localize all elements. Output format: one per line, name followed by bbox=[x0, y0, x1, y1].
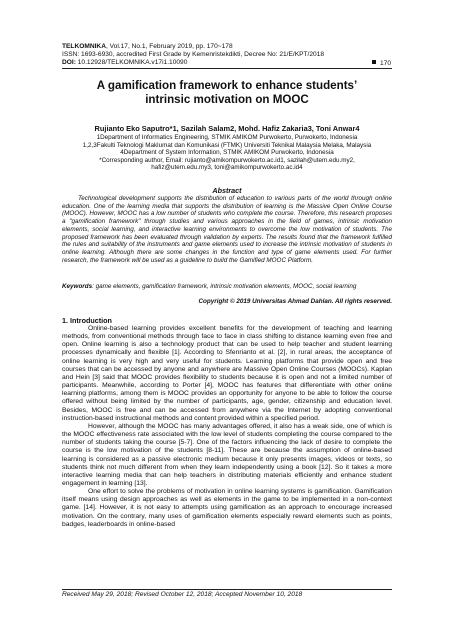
affiliation-line: hafiz@utem.edu.my3, toni@amikompurwokerto.ac.id4 bbox=[151, 164, 303, 172]
issn-line: ISSN: 1693-6930, accredited First Grade by Kemenristekdikti, Decree No: 21/E/KPT/2018 bbox=[62, 51, 325, 58]
footer-divider bbox=[62, 589, 392, 590]
volume-line: , Vol.17, No.1, February 2019, pp. 170~178 bbox=[105, 43, 233, 50]
square-bullet-icon bbox=[372, 60, 376, 64]
page-number bbox=[372, 60, 391, 68]
journal-header bbox=[62, 43, 392, 67]
affiliation-line: *Corresponding author, Email: rujianto@amikompurwokerto.ac.id1, sazilah@utem.edu.my2, bbox=[99, 156, 355, 164]
abstract-heading: Abstract bbox=[212, 186, 242, 195]
paper-title bbox=[62, 79, 392, 107]
doi-value: 10.12928/TELKOMNIKA.v17i1.10090 bbox=[77, 59, 188, 66]
section-heading: 1. Introduction bbox=[62, 316, 112, 325]
keywords bbox=[62, 283, 392, 291]
affiliation-line: 1,2,3Fakulti Teknologi Maklumat dan Komunikasi (FTMK) Universiti Teknikal Malaysia Melaka, Malaysia bbox=[82, 141, 372, 149]
body-paragraph: Online-based learning provides excellent benefits for the development of teaching and learning methods, from conventional methods through face to face in class shifting to distance learning even free and open. Online learning is also a technology product that can be used to help teacher and student learning processes dynamically and flexible [1]. According to Sfenrianto et al. [2], in rural areas, the acceptance of online learning is very high and very useful for students. Learning platforms that provide open and free courses that can be accessed by anyone and anywhere are Massive Open Online Courses (MOOCs). Kaplan and Hein [3] said that MOOC provides flexibility to students because it is open and not a limited number of participants. Meanwhile, according to Porter [4], MOOC has features that differentiate with other online learning platforms, among them is MOOC provides an opportunity for anyone to be able to follow the course offered without being limited by the number of participants, age, gender, citizenship and education level. Besides, MOOC is free and can be accessed from anywhere via the Internet by adopting conventional instruction-based instructional methods and content provided within a specified period. bbox=[62, 325, 392, 422]
author-list: Rujianto Eko Saputro*1, Sazilah Salam2, Mohd. Hafiz Zakaria3, Toni Anwar4 bbox=[94, 124, 360, 133]
affiliation-line: 1Department of Informatics Engineering, STMIK AMIKOM Purwokerto, Purwokerto, Indonesia bbox=[96, 134, 358, 141]
body-paragraph: One effort to solve the problems of motivation in online learning systems is gamification. Gamification itself means using design approaches as well as elements in the game to be implemented in a non-context game. [14]. However, it is not easy to attempts using gamification as an approach to encourage increased motivation. On the contrary, many uses of gamification elements especially reward elements such as points, badges, leaderboards in online-based bbox=[62, 488, 392, 528]
abstract-text: Technological development supports the distribution of education to various parts of the world through online education. One of the learning media that supports the distribution of learning is the Massive Open Online Course (MOOC). However, MOOC has a low number of students who complete the course. Therefore, this research proposes a "gamification framework" through studies and various approaches in the field of games, intrinsic motivation elements, social learning, and interactive learning environments to overcome the low motivation of students. The proposed framework has been evaluated through validation by experts. The results found that the framework fulfilled the rules and suitability of the instruments and game elements used to increase the intrinsic motivation of students in online learning. Although there are some changes in the function and type of game elements used. For further research, the framework will be used as a guideline to build the Gamified MOOC Platform. bbox=[62, 195, 392, 264]
received-dates: Received May 29, 2018; Revised October 12, 2018; Accepted November 10, 2018 bbox=[62, 591, 303, 598]
affiliation-line: 4Department of System Information, STMIK AMIKOM Purwokerto, Indonesia bbox=[120, 149, 334, 157]
header-divider bbox=[62, 68, 392, 69]
title-line-2: intrinsic motivation on MOOC bbox=[145, 93, 309, 106]
body-paragraph: However, although the MOOC has many advantages offered, it also has a weak side, one of which is the MOOC effectiveness rate associated with the low level of students completing the course compared to the number of students taking the course [5-7]. One of the factors influencing the lack of desire to complete the course is the low motivation of the students [8-11]. These are because the assumption of online-based learning is considered as a passive electronic medium because it only presents images, videos or texts, so students think not much different from when they learn independently using a book [12]. So it takes a more interactive learning media that can help teachers in distributing materials efficiently and enhance student engagement in learning [13]. bbox=[62, 422, 392, 487]
keywords-label: Keywords bbox=[62, 283, 93, 290]
page-number-text: 170 bbox=[379, 60, 391, 67]
copyright-notice: Copyright © 2019 Universitas Ahmad Dahlan. All rights reserved. bbox=[198, 298, 392, 305]
introduction-body bbox=[62, 325, 392, 529]
affiliations bbox=[62, 134, 392, 172]
doi-label: DOI: bbox=[62, 59, 78, 66]
title-line-1: A gamification framework to enhance students’ bbox=[96, 79, 358, 92]
keywords-text: : game elements, gamification framework, intrinsic motivation elements, MOOC, social learning bbox=[92, 283, 357, 290]
journal-name: TELKOMNIKA bbox=[62, 43, 106, 50]
